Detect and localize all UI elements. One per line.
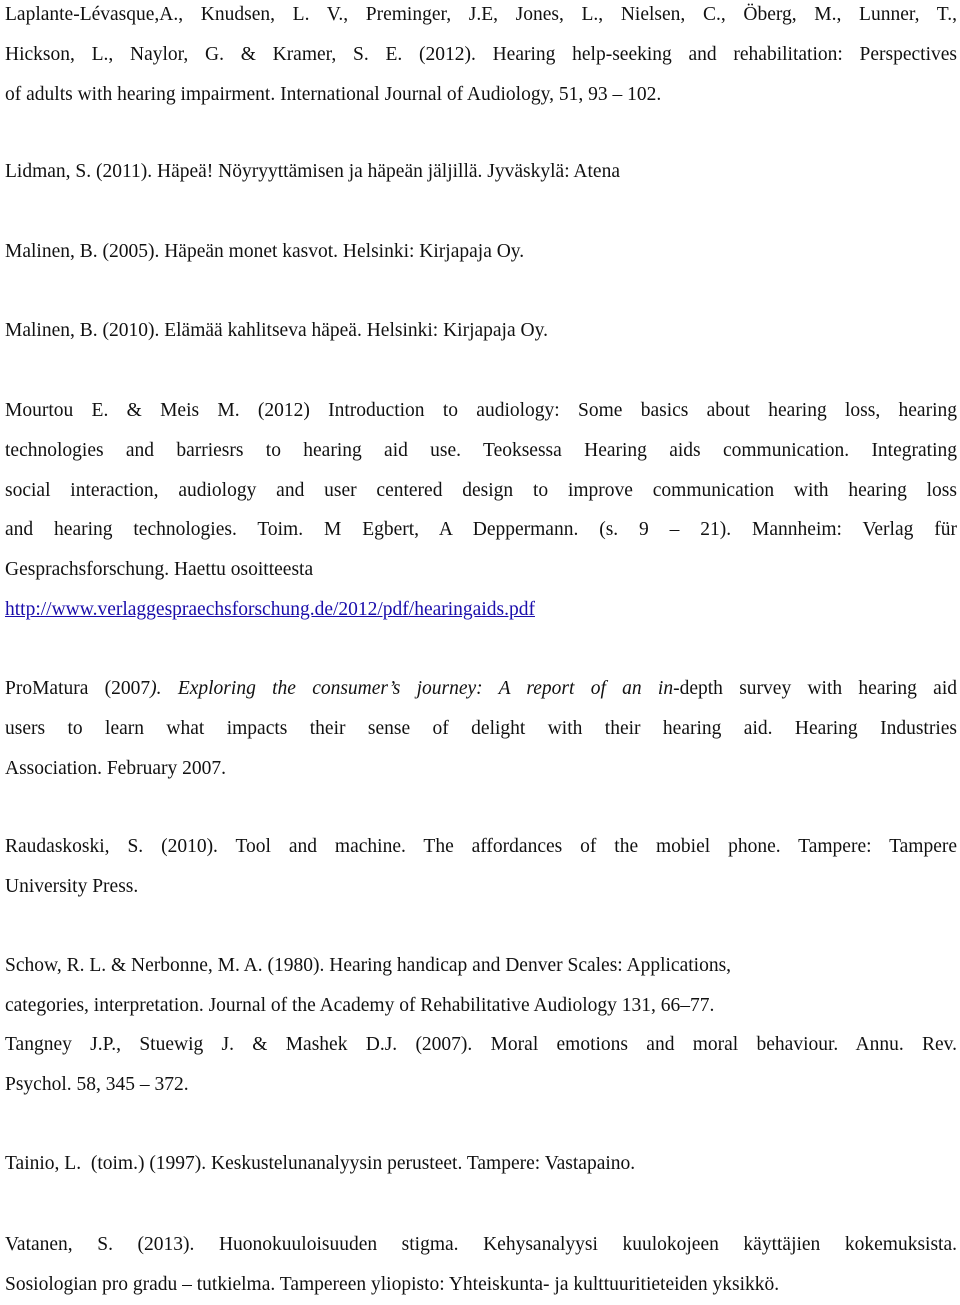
reference-line: categories, interpretation. Journal of the Academy of Rehabilitative Audiology 131, 66–77.	[5, 994, 715, 1016]
reference-line: Association. February 2007.	[5, 757, 226, 779]
reference-line: Mourtou E. & Meis M. (2012) Introduction to audiology: Some basics about hearing loss, hearing	[5, 400, 957, 421]
reference-line: and hearing technologies. Toim. M Egbert, A Deppermann. (s. 9 – 21). Mannheim: Verlag für	[5, 519, 957, 541]
reference-tainio	[5, 1144, 957, 1184]
reference-malinen-2005	[5, 232, 957, 272]
reference-line: Raudaskoski, S. (2010). Tool and machine. The affordances of the mobiel phone. Tampere: Tampere	[5, 836, 957, 857]
reference-title-italic: Exploring the consumer’s journey: A report of an in	[161, 678, 674, 699]
reference-tangney	[5, 1025, 957, 1105]
reference-line: Tangney J.P., Stuewig J. & Mashek D.J. (2007). Moral emotions and moral behaviour. Annu. Rev.	[5, 1034, 957, 1055]
reference-promatura	[5, 669, 957, 788]
reference-schow	[5, 946, 957, 1026]
reference-malinen-2010	[5, 311, 957, 351]
reference-url-link[interactable]: http://www.verlaggespraechsforschung.de/2012/pdf/hearingaids.pdf	[5, 598, 535, 620]
reference-line: technologies and barriesrs to hearing aid use. Teoksessa Hearing aids communication. Integrating	[5, 439, 957, 461]
reference-laplante	[5, 0, 957, 114]
reference-title-rest: -depth survey with hearing aid	[673, 678, 957, 699]
reference-line: Tainio, L. (toim.) (1997). Keskustelunanalyysin perusteet. Tampere: Vastapaino.	[5, 1153, 636, 1174]
reference-raudaskoski	[5, 827, 957, 907]
reference-line: Sosiologian pro gradu – tutkielma. Tampereen yliopisto: Yhteiskunta- ja kulttuuritieteiden yksikkö.	[5, 1273, 780, 1295]
reference-link-line	[5, 590, 957, 630]
reference-line	[5, 669, 957, 709]
reference-line: Laplante-Lévasque,A., Knudsen, L. V., Preminger, J.E, Jones, L., Nielsen, C., Öberg, M., Lunner, T.,	[5, 4, 957, 25]
reference-line: Malinen, B. (2010). Elämää kahlitseva häpeä. Helsinki: Kirjapaja Oy.	[5, 320, 548, 341]
reference-punct: ).	[150, 678, 162, 699]
reference-line: Hickson, L., Naylor, G. & Kramer, S. E. (2012). Hearing help-seeking and rehabilitation: Perspectives	[5, 43, 957, 65]
reference-lidman	[5, 152, 957, 192]
reference-line: social interaction, audiology and user centered design to improve communication with hearing loss	[5, 479, 957, 501]
reference-line: Lidman, S. (2011). Häpeä! Nöyryyttämisen ja häpeän jäljillä. Jyväskylä: Atena	[5, 161, 620, 182]
reference-line: users to learn what impacts their sense of delight with their hearing aid. Hearing Industries	[5, 717, 957, 739]
reference-line: Schow, R. L. & Nerbonne, M. A. (1980). Hearing handicap and Denver Scales: Applications,	[5, 955, 732, 976]
reference-line: University Press.	[5, 875, 139, 897]
reference-line: Psychol. 58, 345 – 372.	[5, 1073, 189, 1095]
reference-line: Vatanen, S. (2013). Huonokuuloisuuden stigma. Kehysanalyysi kuulokojeen käyttäjien kokemuksista.	[5, 1234, 957, 1255]
reference-vatanen	[5, 1225, 957, 1305]
reference-mourtou	[5, 391, 957, 630]
reference-line: Malinen, B. (2005). Häpeän monet kasvot. Helsinki: Kirjapaja Oy.	[5, 241, 525, 262]
reference-line: Gesprachsforschung. Haettu osoitteesta	[5, 559, 314, 581]
reference-author: ProMatura (2007	[5, 678, 151, 699]
reference-line: of adults with hearing impairment. International Journal of Audiology, 51, 93 – 102.	[5, 83, 662, 105]
